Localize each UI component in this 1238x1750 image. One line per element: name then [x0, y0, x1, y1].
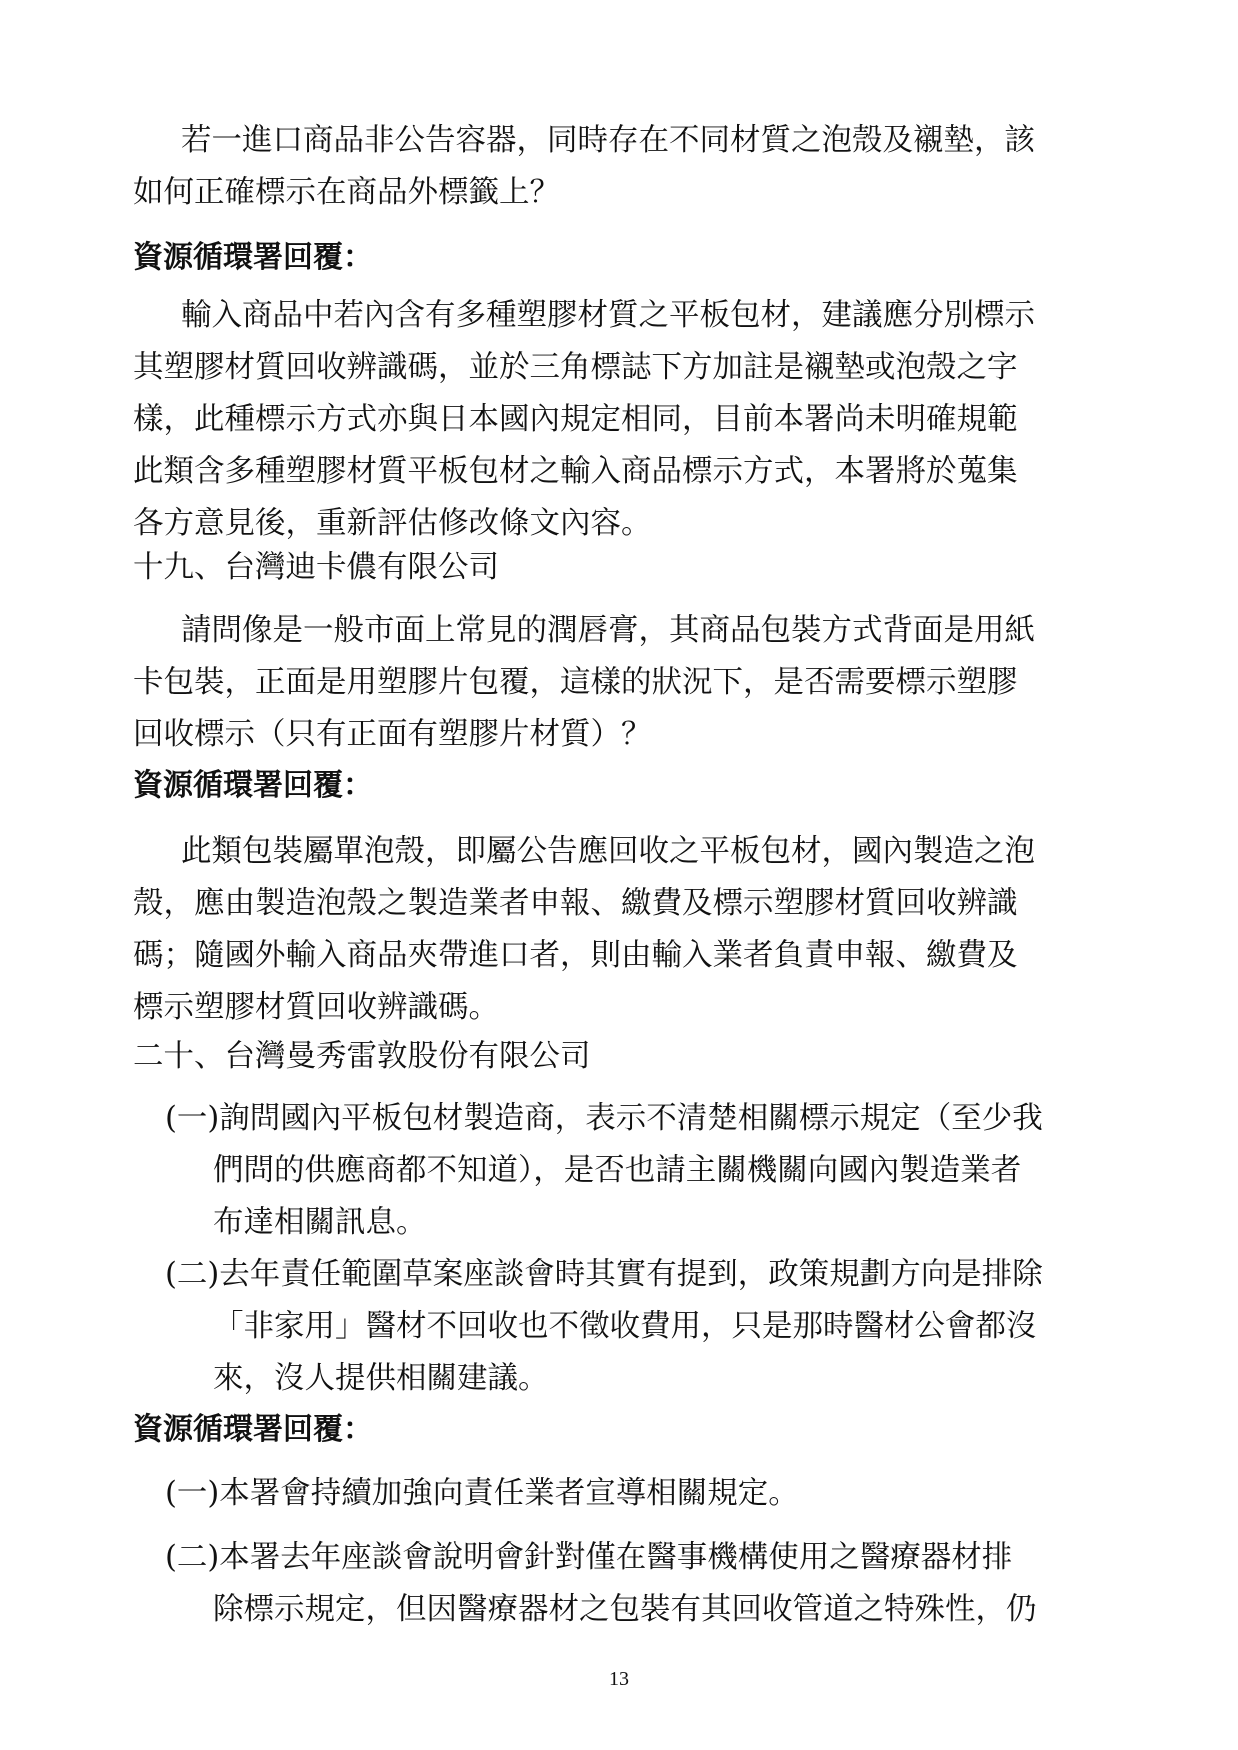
text-line: (二)去年責任範圍草案座談會時其實有提到，政策規劃方向是排除 — [165, 1257, 1043, 1292]
text-line: 們問的供應商都不知道），是否也請主關機關向國內製造業者 — [213, 1153, 1022, 1188]
question-paragraph — [133, 115, 1035, 219]
text-line: 輸入商品中若內含有多種塑膠材質之平板包材，建議應分別標示 — [181, 298, 1035, 333]
question-item — [165, 1093, 1043, 1249]
text-line: 此類含多種塑膠材質平板包材之輸入商品標示方式，本署將於蒐集 — [133, 454, 1018, 489]
text-line: 其塑膠材質回收辨識碼，並於三角標誌下方加註是襯墊或泡殼之字 — [133, 350, 1018, 385]
reply-heading: 資源循環署回覆： — [133, 768, 373, 803]
page-number: 13 — [609, 1668, 629, 1690]
section-title: 十九、台灣迪卡儂有限公司 — [133, 550, 499, 585]
text-line: 來，沒人提供相關建議。 — [213, 1361, 549, 1396]
reply-item — [165, 1532, 1037, 1636]
reply-heading: 資源循環署回覆： — [133, 1412, 373, 1447]
text-line: 各方意見後，重新評估修改條文內容。 — [133, 506, 652, 541]
text-line: 「非家用」醫材不回收也不徵收費用，只是那時醫材公會都沒 — [213, 1309, 1037, 1344]
question-item — [165, 1249, 1043, 1405]
reply-heading: 資源循環署回覆： — [133, 240, 373, 275]
text-line: 若一進口商品非公告容器，同時存在不同材質之泡殼及襯墊，該 — [181, 123, 1035, 158]
text-line: 卡包裝，正面是用塑膠片包覆，這樣的狀況下，是否需要標示塑膠 — [133, 665, 1018, 700]
question-paragraph — [133, 605, 1035, 761]
reply-paragraph — [133, 290, 1035, 550]
text-line: 標示塑膠材質回收辨識碼。 — [133, 990, 499, 1025]
reply-item — [165, 1468, 799, 1520]
reply-paragraph — [133, 826, 1035, 1034]
text-line: (一)本署會持續加強向責任業者宣導相關規定。 — [165, 1476, 799, 1511]
text-line: 此類包裝屬單泡殼，即屬公告應回收之平板包材，國內製造之泡 — [181, 834, 1035, 869]
text-line: (一)詢問國內平板包材製造商，表示不清楚相關標示規定（至少我 — [165, 1101, 1043, 1136]
text-line: 碼；隨國外輸入商品夾帶進口者，則由輸入業者負責申報、繳費及 — [133, 938, 1018, 973]
text-line: 回收標示（只有正面有塑膠片材質）？ — [133, 717, 652, 752]
text-line: (二)本署去年座談會說明會針對僅在醫事機構使用之醫療器材排 — [165, 1540, 1013, 1575]
section-title: 二十、台灣曼秀雷敦股份有限公司 — [133, 1039, 591, 1074]
text-line: 殼，應由製造泡殼之製造業者申報、繳費及標示塑膠材質回收辨識 — [133, 886, 1018, 921]
text-line: 請問像是一般市面上常見的潤唇膏，其商品包裝方式背面是用紙 — [181, 613, 1035, 648]
text-line: 樣，此種標示方式亦與日本國內規定相同，目前本署尚未明確規範 — [133, 402, 1018, 437]
text-line: 布達相關訊息。 — [213, 1205, 427, 1240]
text-line: 如何正確標示在商品外標籤上？ — [133, 175, 560, 210]
text-line: 除標示規定，但因醫療器材之包裝有其回收管道之特殊性，仍 — [213, 1592, 1037, 1627]
